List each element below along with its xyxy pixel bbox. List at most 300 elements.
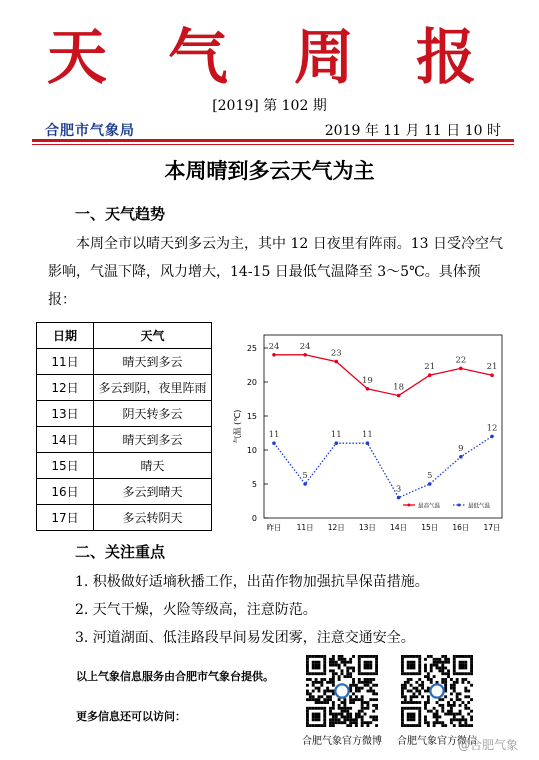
y-tick-label: 15 [246, 412, 257, 421]
qr-module [364, 707, 367, 710]
data-point [428, 482, 432, 486]
data-label: 22 [455, 355, 467, 366]
qr-module [341, 707, 344, 710]
qr-module [312, 684, 315, 687]
qr-module [343, 664, 346, 667]
qr-module [366, 681, 369, 684]
qr-module [444, 681, 447, 684]
qr-module [456, 695, 459, 698]
trend-paragraph: 本周全市以晴天到多云为主，其中 12 日夜里有阵雨。13 日受冷空气影响，气温下降，风力增大，14-15 日最低气温降至 3～5℃。具体预报： [48, 236, 503, 308]
qr-finder-module [361, 672, 364, 675]
qr-finder-module [401, 710, 404, 713]
qr-finder-module [410, 715, 413, 718]
qr-module [441, 667, 444, 670]
qr-module [424, 704, 427, 707]
qr-module [456, 681, 459, 684]
qr-module [343, 658, 346, 661]
qr-module [329, 690, 332, 693]
qr-module [341, 713, 344, 716]
qr-finder-module [372, 672, 375, 675]
qr-module [332, 724, 335, 727]
qr-module [343, 718, 346, 721]
qr-module [346, 715, 349, 718]
qr-finder-module [404, 707, 407, 710]
column-header-weather: 天气 [94, 323, 212, 349]
qr-finder-module [410, 718, 413, 721]
qr-module [401, 684, 404, 687]
qr-module [323, 690, 326, 693]
qr-module [349, 718, 352, 721]
qr-finder-module [366, 655, 369, 658]
qr-module [424, 701, 427, 704]
data-point [303, 353, 307, 357]
qr-finder-module [315, 655, 318, 658]
qr-finder-module [306, 667, 309, 670]
qr-finder-module [312, 718, 315, 721]
qr-module [436, 721, 439, 724]
qr-finder-module [306, 721, 309, 724]
qr-module [366, 724, 369, 727]
table-row [37, 453, 212, 479]
qr-module [424, 715, 427, 718]
qr-finder-module [453, 661, 456, 664]
qr-module [329, 681, 332, 684]
qr-finder-module [312, 713, 315, 716]
qr-module [349, 684, 352, 687]
qr-finder-module [410, 672, 413, 675]
qr-module [372, 710, 375, 713]
date-cell: 11日 [37, 349, 94, 375]
qr-module [332, 701, 335, 704]
qr-module [464, 721, 467, 724]
qr-finder-module [415, 655, 418, 658]
masthead-char: 周 [294, 23, 354, 93]
qr-module [413, 687, 416, 690]
column-header-date: 日期 [37, 323, 94, 349]
qr-module [453, 687, 456, 690]
qr-module [413, 695, 416, 698]
qr-module [332, 721, 335, 724]
qr-finder-module [410, 713, 413, 716]
qr-module [433, 715, 436, 718]
qr-finder-module [401, 667, 404, 670]
qr-module [312, 690, 315, 693]
qr-module [459, 713, 462, 716]
qr-module [369, 721, 372, 724]
qr-module [438, 721, 441, 724]
qr-finder-module [358, 661, 361, 664]
qr-finder-module [315, 667, 318, 670]
qr-module [447, 713, 450, 716]
data-point [272, 441, 276, 445]
qr-module [346, 718, 349, 721]
qr-module [447, 661, 450, 664]
qr-module [461, 718, 464, 721]
qr-module [418, 684, 421, 687]
qr-finder-module [407, 661, 410, 664]
data-point [334, 441, 338, 445]
qr-module [467, 701, 470, 704]
qr-module [332, 681, 335, 684]
qr-module [338, 698, 341, 701]
qr-module [338, 718, 341, 721]
qr-finder-module [459, 655, 462, 658]
qr-finder-module [366, 672, 369, 675]
qr-finder-module [404, 672, 407, 675]
qr-module [450, 684, 453, 687]
qr-module [335, 715, 338, 718]
qr-finder-module [401, 707, 404, 710]
qr-module [309, 695, 312, 698]
qr-module [447, 669, 450, 672]
qr-module [441, 721, 444, 724]
qr-module [430, 667, 433, 670]
qr-module [364, 684, 367, 687]
qr-module [447, 672, 450, 675]
qr-finder-module [366, 667, 369, 670]
qr-finder-module [306, 661, 309, 664]
qr-module [335, 664, 338, 667]
y-tick-label: 25 [246, 344, 257, 353]
qr-module [436, 715, 439, 718]
qr-module [346, 661, 349, 664]
qr-finder-module [459, 664, 462, 667]
data-label: 11 [268, 430, 280, 441]
weather-cell: 晴天到多云 [94, 349, 212, 375]
qr-module [320, 681, 323, 684]
qr-module [369, 690, 372, 693]
qr-finder-module [461, 667, 464, 670]
qr-module [352, 681, 355, 684]
qr-module [410, 684, 413, 687]
qr-module [470, 710, 473, 713]
qr-module [355, 684, 358, 687]
data-label: 11 [330, 430, 342, 441]
qr-finder-module [410, 724, 413, 727]
qr-module [372, 715, 375, 718]
qr-finder-module [323, 655, 326, 658]
data-label: 11 [362, 430, 373, 441]
qr-module [461, 724, 464, 727]
qr-finder-module [401, 724, 404, 727]
issue-datetime: 2019 年 11 月 11 日 10 时 [324, 123, 501, 139]
qr-module [355, 695, 358, 698]
qr-module [318, 695, 321, 698]
qr-finder-module [315, 661, 318, 664]
qr-module [329, 669, 332, 672]
x-tick-label: 15日 [421, 523, 439, 532]
qr-finder-module [410, 661, 413, 664]
qr-finder-module [407, 707, 410, 710]
qr-module [341, 655, 344, 658]
qr-module [447, 710, 450, 713]
qr-module [444, 658, 447, 661]
table-row [37, 479, 212, 505]
x-tick-label: 11日 [296, 523, 314, 532]
qr-finder-module [415, 672, 418, 675]
qr-module [332, 661, 335, 664]
qr-finder-module [309, 672, 312, 675]
qr-module [338, 658, 341, 661]
qr-module [338, 704, 341, 707]
data-label: 21 [486, 362, 498, 373]
qr-finder-module [318, 667, 321, 670]
date-cell: 17日 [37, 505, 94, 531]
qr-finder-module [323, 661, 326, 664]
masthead-char: 报 [416, 23, 476, 93]
qr-module [467, 690, 470, 693]
qr-finder-module [413, 672, 416, 675]
qr-module [326, 687, 329, 690]
qr-finder-module [364, 655, 367, 658]
qr-module [433, 721, 436, 724]
qr-module [361, 718, 364, 721]
qr-module [349, 707, 352, 710]
qr-finder-module [401, 655, 404, 658]
data-label: 12 [486, 423, 498, 434]
qr-module [358, 713, 361, 716]
qr-finder-module [418, 672, 421, 675]
qr-module [332, 658, 335, 661]
qr-module [453, 684, 456, 687]
weather-cell: 晴天 [94, 453, 212, 479]
y-tick-label: 0 [251, 514, 257, 523]
qr-module [332, 664, 335, 667]
weather-cell: 多云到阴，夜里阵雨 [94, 375, 212, 401]
qr-finder-module [369, 655, 372, 658]
qr-finder-module [461, 661, 464, 664]
qr-module [315, 687, 318, 690]
data-point [334, 360, 338, 364]
qr-module [329, 718, 332, 721]
qr-finder-module [323, 672, 326, 675]
footer-more-info: 更多信息还可以访问： [76, 710, 186, 723]
qr-module [441, 678, 444, 681]
qr-finder-module [318, 655, 321, 658]
qr-finder-module [315, 715, 318, 718]
qr-finder-module [323, 713, 326, 716]
qr-module [464, 718, 467, 721]
qr-module [427, 675, 430, 678]
qr-finder-module [306, 713, 309, 716]
qr-finder-module [404, 724, 407, 727]
qr-module [421, 684, 424, 687]
qr-module [349, 695, 352, 698]
qr-finder-module [456, 655, 459, 658]
focus-item: 1. 积极做好适墒秋播工作，出苗作物加强抗旱保苗措施。 [75, 574, 429, 590]
data-label: 19 [362, 375, 373, 386]
qr-finder-module [318, 661, 321, 664]
qr-finder-module [358, 672, 361, 675]
qr-finder-module [358, 669, 361, 672]
qr-module [306, 690, 309, 693]
qr-finder-module [315, 718, 318, 721]
qr-finder-module [470, 667, 473, 670]
qr-module [401, 687, 404, 690]
qr-finder-module [375, 667, 378, 670]
qr-module [450, 698, 453, 701]
qr-module [427, 698, 430, 701]
qr-finder-module [413, 664, 416, 667]
qr-finder-module [315, 672, 318, 675]
qr-module [341, 701, 344, 704]
qr-finder-module [320, 655, 323, 658]
qr-module [343, 715, 346, 718]
qr-finder-module [418, 658, 421, 661]
qr-module [418, 701, 421, 704]
qr-finder-module [453, 669, 456, 672]
qr-module [438, 715, 441, 718]
y-tick-label: 10 [246, 446, 257, 455]
qr-module [404, 695, 407, 698]
qr-module [312, 698, 315, 701]
qr-module [315, 701, 318, 704]
date-cell: 16日 [37, 479, 94, 505]
qr-module [343, 707, 346, 710]
qr-finder-module [306, 715, 309, 718]
weibo-qr-code[interactable] [303, 655, 381, 727]
qr-module [318, 701, 321, 704]
qr-module [358, 698, 361, 701]
qr-module [306, 678, 309, 681]
qr-module [320, 701, 323, 704]
qr-module [318, 698, 321, 701]
qr-module [341, 715, 344, 718]
section-heading-focus: 二、关注重点 [75, 543, 166, 561]
qr-module [450, 710, 453, 713]
qr-finder-module [312, 655, 315, 658]
qr-module [343, 704, 346, 707]
qr-module [441, 710, 444, 713]
qr-finder-module [407, 718, 410, 721]
qr-finder-module [407, 667, 410, 670]
qr-module [352, 721, 355, 724]
qr-module [364, 721, 367, 724]
qr-module [372, 684, 375, 687]
qr-module [352, 718, 355, 721]
qr-module [332, 718, 335, 721]
qr-module [464, 687, 467, 690]
qr-module [355, 690, 358, 693]
qr-finder-module [320, 724, 323, 727]
focus-item: 2. 天气干燥，火险等级高，注意防范。 [75, 602, 317, 618]
qr-finder-module [375, 658, 378, 661]
qr-module [441, 664, 444, 667]
qr-finder-module [418, 661, 421, 664]
qr-finder-module [413, 667, 416, 670]
qr-module [441, 669, 444, 672]
qr-module [453, 690, 456, 693]
qr-finder-module [309, 707, 312, 710]
qr-finder-module [318, 718, 321, 721]
qr-module [320, 678, 323, 681]
x-tick-label: 12日 [327, 523, 345, 532]
qr-module [421, 687, 424, 690]
qr-module [309, 678, 312, 681]
qr-module [361, 698, 364, 701]
data-point [490, 435, 494, 439]
qr-finder-module [318, 664, 321, 667]
qr-finder-module [401, 715, 404, 718]
data-point [428, 373, 432, 377]
masthead-char: 气 [168, 23, 228, 93]
qr-module [372, 678, 375, 681]
qr-module [436, 718, 439, 721]
qr-finder-module [464, 661, 467, 664]
qr-module [436, 658, 439, 661]
qr-module [329, 710, 332, 713]
y-axis-label: 气温 (℃) [233, 409, 242, 444]
qr-module [306, 692, 309, 695]
qr-module [312, 681, 315, 684]
qr-module [329, 658, 332, 661]
qr-finder-module [413, 707, 416, 710]
qr-module [415, 701, 418, 704]
qr-module [352, 655, 355, 658]
qr-finder-module [312, 661, 315, 664]
qr-module [355, 721, 358, 724]
qr-module [459, 718, 462, 721]
qr-module [309, 692, 312, 695]
qr-module [338, 678, 341, 681]
qr-module [447, 658, 450, 661]
table-header-row [37, 323, 212, 349]
qr-module [424, 664, 427, 667]
qr-module [312, 695, 315, 698]
weather-cell: 晴天到多云 [94, 427, 212, 453]
data-label: 24 [299, 341, 311, 352]
qr-module [418, 678, 421, 681]
qr-module [453, 704, 456, 707]
qr-module [467, 681, 470, 684]
qr-module [315, 678, 318, 681]
qr-module [343, 710, 346, 713]
qr-module [444, 724, 447, 727]
qr-module [461, 701, 464, 704]
qr-module [450, 721, 453, 724]
qr-module [361, 695, 364, 698]
qr-finder-module [413, 661, 416, 664]
qr-module [470, 718, 473, 721]
qr-module [329, 678, 332, 681]
table-row [37, 505, 212, 531]
qr-module [401, 692, 404, 695]
qr-finder-module [306, 718, 309, 721]
qr-module [329, 695, 332, 698]
qr-finder-module [461, 664, 464, 667]
qr-module [361, 704, 364, 707]
qr-finder-module [358, 664, 361, 667]
masthead-title [0, 10, 539, 93]
qr-module [407, 678, 410, 681]
qr-module [326, 681, 329, 684]
qr-module [441, 681, 444, 684]
qr-module [424, 718, 427, 721]
qr-module [335, 718, 338, 721]
qr-module [355, 715, 358, 718]
qr-module [441, 672, 444, 675]
qr-module [335, 661, 338, 664]
qr-finder-module [315, 664, 318, 667]
wechat-qr-code[interactable] [398, 655, 476, 727]
qr-module [464, 704, 467, 707]
qr-module [323, 692, 326, 695]
weather-cell: 多云转阴天 [94, 505, 212, 531]
qr-module [430, 669, 433, 672]
data-label: 9 [458, 443, 464, 454]
qr-finder-module [318, 713, 321, 716]
qr-finder-module [418, 664, 421, 667]
